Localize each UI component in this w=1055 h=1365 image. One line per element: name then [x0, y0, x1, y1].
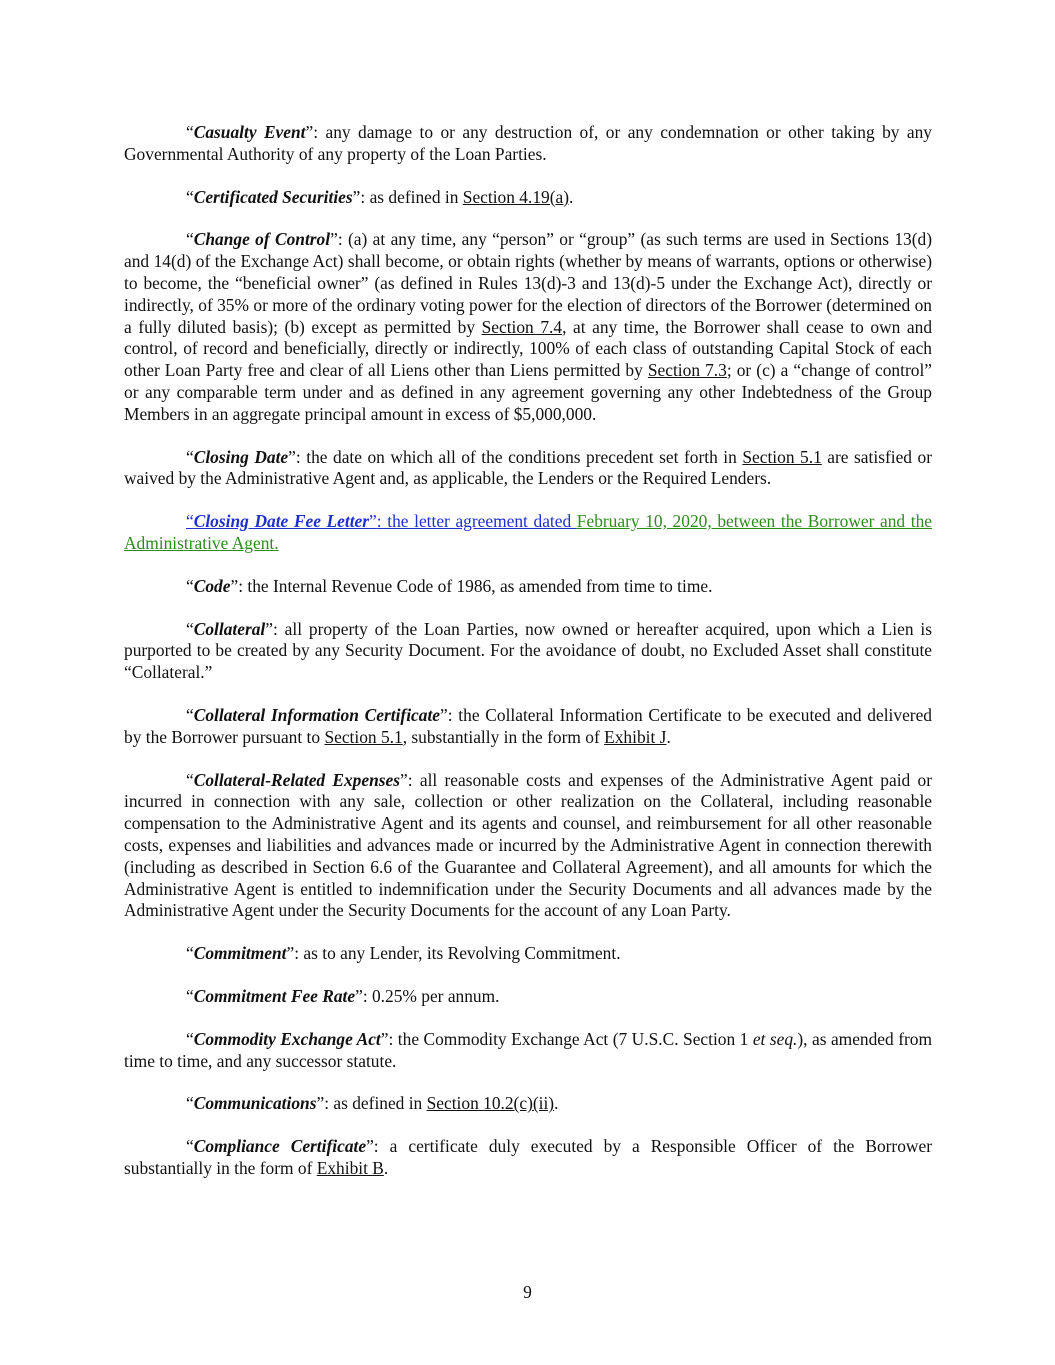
definition-compliance-certificate: “Compliance Certificate”: a certificate duly executed by a Responsible Officer of the Borrower substantially in the form of Exhibit B.	[124, 1136, 932, 1178]
definition-closing-date: “Closing Date”: the date on which all of the conditions precedent set forth in Section 5.1 are satisfied or waived by the Administrative Agent and, as applicable, the Lenders or the Required Lenders.	[124, 446, 933, 489]
section-reference-link[interactable]: Section 10.2(c)(ii)	[426, 1093, 555, 1114]
section-reference-link[interactable]: Section 7.4	[481, 316, 563, 337]
page-number: 9	[523, 1282, 532, 1302]
definition-casualty-event: “Casualty Event”: any damage to or any destruction of, or any condemnation or other taking by any Governmental Authority of any property of the Loan Parties.	[124, 122, 933, 164]
section-reference-link[interactable]: Section 5.1	[324, 726, 403, 747]
definition-text: : as defined in	[360, 186, 463, 207]
term: Commodity Exchange Act	[193, 1028, 381, 1049]
document-page	[124, 122, 932, 1180]
latin-phrase: et seq.	[752, 1028, 798, 1049]
exhibit-reference-link[interactable]: Exhibit J	[604, 726, 667, 747]
definition-text: : (a) at any time, any “person” or “group” (as such terms are used in Sections 13(d) and 14(d) of the Exchange Act) shall become, or obtain rights (whether by means of warrants, options or otherwise) to become, the “beneficial owner” (as defined in Rules 13(d)-3 and 13(d)-5 under the Exchange Act), directly or indirectly, of 35% or more of the ordinary voting power for the election of directors of the Borrower (determined on a fully diluted basis); (b) except as permitted by	[124, 229, 933, 337]
definition-commodity-exchange-act: “Commodity Exchange Act”: the Commodity Exchange Act (7 U.S.C. Section 1 et seq.), as amended from time to time, and any successor statute.	[124, 1028, 932, 1071]
definition-text: ), as amended from time to time, and any successor statute.	[124, 1028, 932, 1071]
definition-collateral: “Collateral”: all property of the Loan Parties, now owned or hereafter acquired, upon which a Lien is purported to be created by any Security Document. For the avoidance of doubt, no Excluded Asset shall constitute “Collateral.”	[124, 618, 932, 683]
definition-text: : 0.25% per annum.	[362, 985, 500, 1006]
definition-text: , substantially in the form of	[402, 726, 605, 747]
term: Commitment	[193, 943, 287, 964]
term: Code	[193, 575, 231, 596]
term: Closing Date	[193, 446, 289, 467]
definition-text: .	[383, 1157, 389, 1178]
definition-text: : the Commodity Exchange Act (7 U.S.C. Section 1	[388, 1028, 753, 1049]
term: Collateral	[193, 618, 266, 639]
definition-text: : any damage to or any destruction of, or any condemnation or other taking by any Governmental Authority of any property of the Loan Parties.	[124, 122, 933, 164]
section-reference-link[interactable]: Section 4.19(a)	[462, 186, 570, 207]
term: Compliance Certificate	[193, 1136, 367, 1157]
definition-text: : as defined in	[324, 1093, 427, 1114]
term: Collateral-Related Expenses	[193, 769, 401, 790]
definition-text: : the Internal Revenue Code of 1986, as amended from time to time.	[238, 575, 713, 596]
definition-collateral-information-certificate: “Collateral Information Certificate”: the Collateral Information Certificate to be executed and delivered by the Borrower pursuant to Section 5.1, substantially in the form of Exhibit J.	[124, 704, 933, 747]
term: Closing Date Fee Letter	[193, 511, 370, 532]
definition-text: : all reasonable costs and expenses of the Administrative Agent paid or incurred in connection with any sale, collection or other realization on the Collateral, including reasonable compensation to the Administrative Agent and its agents and counsel, and reimbursement for all other reasonable costs, expenses and liabilities and advances made or incurred by the Administrative Agent in connection therewith (including as described in Section 6.6 of the Guarantee and Collateral Agreement), and all amounts for which the Administrative Agent is entitled to indemnification under the Security Documents and all advances made by the Administrative Agent under the Security Documents for the account of any Loan Party.	[124, 769, 932, 921]
term: Casualty Event	[193, 122, 306, 142]
definition-commitment-fee-rate: “Commitment Fee Rate”: 0.25% per annum.	[186, 985, 500, 1006]
definition-commitment: “Commitment”: as to any Lender, its Revolving Commitment.	[186, 943, 621, 964]
definition-text: : all property of the Loan Parties, now owned or hereafter acquired, upon which a Lien is purported to be created by any Security Document. For the avoidance of doubt, no Excluded Asset shall constitute “Collateral.”	[124, 618, 932, 683]
section-reference-link[interactable]: Section 5.1	[742, 446, 822, 467]
definition-text: .	[569, 186, 574, 207]
definition-text: : the Collateral Information Certificate to be executed and delivered by the Borrower pursuant to	[124, 704, 933, 747]
definition-certificated-securities: “Certificated Securities”: as defined in Section 4.19(a).	[186, 186, 574, 207]
definition-text: , at any time, the Borrower shall cease to own and control, of record and beneficially, directly or indirectly, 100% of each class of outstanding Capital Stock of each other Loan Party free and clear of all Liens other than Liens permitted by	[124, 316, 933, 381]
inserted-text-blue: “Closing Date Fee Letter”: the letter agreement dated	[186, 511, 577, 532]
definition-collateral-related-expenses: “Collateral-Related Expenses”: all reasonable costs and expenses of the Administrative Agent paid or incurred in connection with any sale, collection or other realization on the Collateral, including reasonable compensation to the Administrative Agent and its agents and counsel, and reimbursement for all other reasonable costs, expenses and liabilities and advances made or incurred by the Administrative Agent in connection therewith (including as described in Section 6.6 of the Guarantee and Collateral Agreement), and all amounts for which the Administrative Agent is entitled to indemnification under the Security Documents and all advances made by the Administrative Agent under the Security Documents for the account of any Loan Party.	[124, 769, 932, 921]
definition-text: : the date on which all of the conditions precedent set forth in	[295, 446, 743, 467]
exhibit-reference-link[interactable]: Exhibit B	[316, 1157, 384, 1178]
section-reference-link[interactable]: Section 7.3	[647, 360, 727, 381]
definition-code: “Code”: the Internal Revenue Code of 1986, as amended from time to time.	[186, 575, 713, 596]
term: Certificated Securities	[193, 186, 353, 207]
definition-change-of-control: “Change of Control”: (a) at any time, any “person” or “group” (as such terms are used in Sections 13(d) and 14(d) of the Exchange Act) shall become, or obtain rights (whether by means of warrants, options or otherwise) to become, the “beneficial owner” (as defined in Rules 13(d)-3 and 13(d)-5 under the Exchange Act), directly or indirectly, of 35% or more of the ordinary voting power for the election of directors of the Borrower (determined on a fully diluted basis); (b) except as permitted by Section 7.4, at any time, the Borrower shall cease to own and control, of record and beneficially, directly or indirectly, 100% of each class of outstanding Capital Stock of each other Loan Party free and clear of all Liens other than Liens permitted by Section 7.3; or (c) a “change of control” or any comparable term under and as defined in any agreement governing any other Indebtedness of the Group Members in an aggregate principal amount in excess of $5,000,000.	[124, 229, 933, 424]
definition-text: .	[554, 1093, 559, 1114]
definition-communications: “Communications”: as defined in Section 10.2(c)(ii).	[186, 1093, 559, 1114]
inserted-text-green: February 10, 2020, between the Borrower and the Administrative Agent.	[124, 511, 932, 553]
definition-text: ; or (c) a “change of control” or any comparable term under and as defined in any agreement governing any other Indebtedness of the Group Members in an aggregate principal amount in excess of $5,000,000.	[124, 360, 932, 424]
term: Change of Control	[193, 229, 331, 250]
term: Commitment Fee Rate	[193, 985, 356, 1006]
definition-text: : a certificate duly executed by a Responsible Officer of the Borrower substantially in the form of	[124, 1136, 932, 1178]
definition-text: are satisfied or waived by the Administrative Agent and, as applicable, the Lenders or the Required Lenders.	[124, 446, 933, 489]
definition-closing-date-fee-letter	[124, 511, 932, 555]
definition-text: .	[666, 726, 671, 747]
definition-text: : the letter agreement dated	[376, 511, 577, 532]
term: Collateral Information Certificate	[193, 704, 440, 725]
term: Communications	[193, 1093, 317, 1114]
definition-text: : as to any Lender, its Revolving Commitment.	[294, 943, 621, 964]
